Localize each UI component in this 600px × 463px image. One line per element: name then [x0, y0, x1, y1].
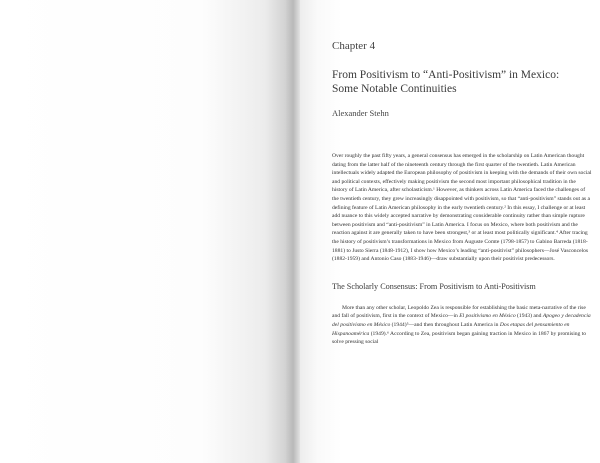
intro-paragraph: Over roughly the past fifty years, a general consensus has emerged in the scholarship on Latin American thought dating from the latter half of the nineteenth century through the first quarter of the twentieth. Latin American intellectuals widely adapted the European philosophy of positivism in keeping with the demands of their own social and political contexts, effectively making positivism the second most important philosophical tradition in the history of Latin America, after scholasticism.¹ However, as thinkers across Latin America faced the challenges of the twentieth century, they grew increasingly disappointed with positivism, so that “anti-positivism” stands out as a defining feature of Latin American philosophy in the early twentieth century.² In this essay, I challenge or at least add nuance to this widely accepted narrative by demonstrating considerable continuity rather than simple rupture between positivism and “anti-positivism” in Latin America. I focus on Mexico, where both positivism and the reaction against it are generally taken to have been strongest,³ or at least most politically significant.⁴ After tracing the history of positivism’s transformations in Mexico from Auguste Comte (1798-1857) to Gabino Barreda (1818-1881) to Justo Sierra (1848-1912), I show how Mexico’s leading “anti-positivist” philosophers—José Vasconcelos (1882-1959) and Antonio Caso (1883-1946)—draw substantially upon their positivist predecessors. [332, 153, 592, 263]
chapter-title [332, 68, 592, 96]
chapter-title-line2: Some Notable Continuities [332, 83, 457, 95]
body-text-part2: (1943) and [515, 313, 543, 320]
left-page-blank [0, 0, 288, 463]
author-name: Alexander Stehn [332, 108, 389, 118]
chapter-label: Chapter 4 [332, 40, 376, 52]
body-text-part1: More than any other scholar, Leopoldo Zea is responsible for establishing the basic meta-narrative of the rise and fall of positivism, first in the context of Mexico—in [332, 304, 586, 320]
book-title-2: Apogeo y decadencia del positivismo en México [332, 313, 591, 328]
section-heading: The Scholarly Consensus: From Positivism to Anti-Positivism [332, 281, 536, 291]
body-paragraph [332, 304, 592, 347]
page-content [332, 40, 592, 347]
body-text-part3: (1944)⁵—and then throughout Latin America in [390, 321, 500, 328]
body-text-part4: (1949).⁶ According to Zea, positivism began gaining traction in Mexico in 1867 by promising to solve pressing social [332, 330, 587, 346]
book-title-3: Dos etapas del pensamiento en Hispanoamérica [332, 321, 570, 337]
book-title-1: El positivismo en México [459, 313, 516, 320]
chapter-title-line1: From Positivism to “Anti-Positivism” in Mexico: [332, 69, 560, 81]
